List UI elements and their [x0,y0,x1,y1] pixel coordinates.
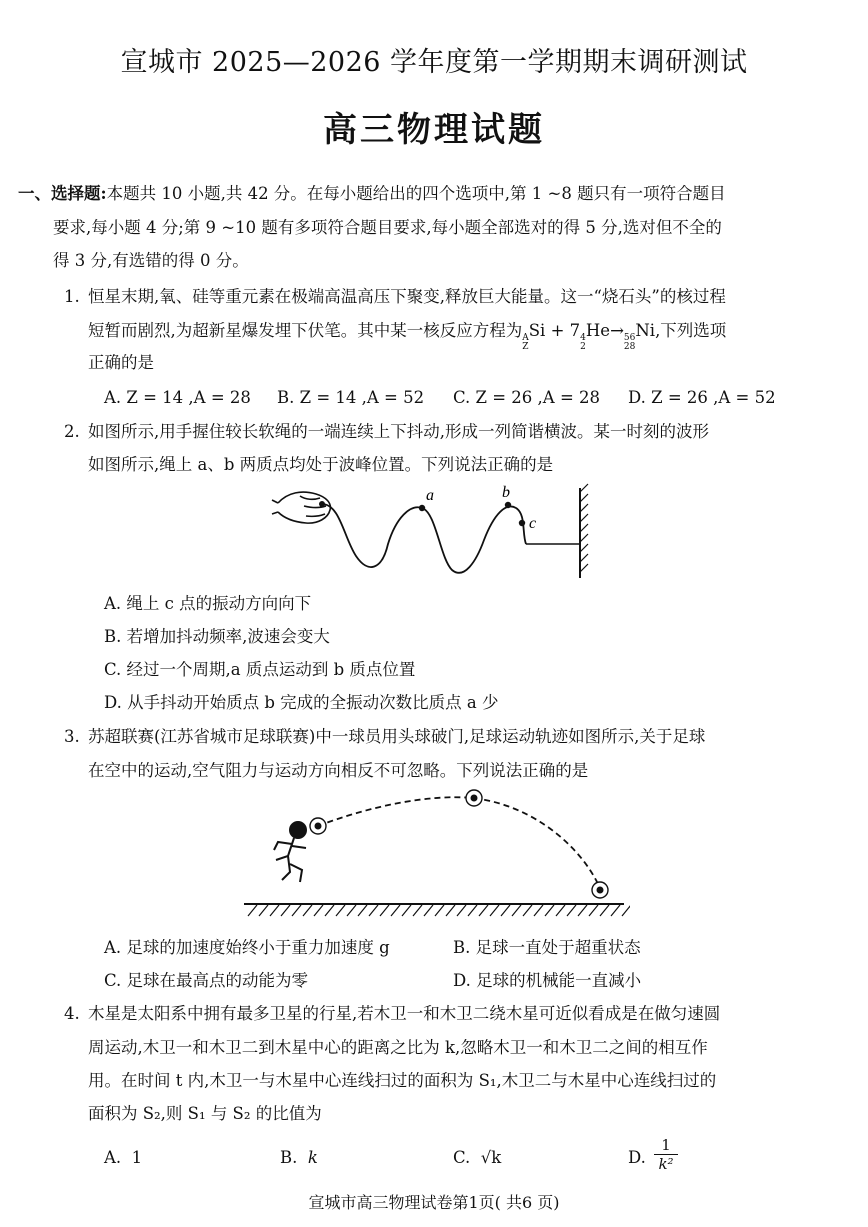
ground-hatch-stroke [358,905,367,916]
q1-option-c[interactable]: C. Z = 26 ,A = 28 [453,388,601,407]
q4-option-c[interactable] [453,1148,501,1168]
q3-option-b[interactable]: B. 足球一直处于超重状态 [453,938,641,957]
ground-hatch-stroke [479,905,488,916]
q4-option-b-label: B. [280,1148,298,1167]
ground-hatch-stroke [600,905,609,916]
ground-hatch-stroke [325,905,334,916]
hand-icon [272,492,330,523]
q4-option-a-label: A. [104,1148,122,1167]
point-a-dot [419,505,425,511]
rope-wave [322,504,526,573]
q1-ni-atomic-number: 28 [623,342,636,352]
q1-si-atomic-number: Z [522,342,529,352]
q1-ni-nuclide-indices [624,334,635,352]
q1-line2 [88,321,726,352]
q4-line4: 面积为 S₂,则 S₁ 与 S₂ 的比值为 [88,1104,322,1123]
q4-option-c-value: √k [480,1148,502,1167]
ball-trajectory [318,797,600,888]
ground-hatch-stroke [402,905,411,916]
q1-he-mass-number: 4 [580,333,586,343]
q3-line2: 在空中的运动,空气阻力与运动方向相反不可忽略。下列说法正确的是 [88,761,589,780]
ground-hatch-stroke [512,905,521,916]
ground-hatch-stroke [413,905,422,916]
ground-hatch-stroke [435,905,444,916]
q1-option-d[interactable]: D. Z = 26 ,A = 52 [628,388,776,407]
q1-line3: 正确的是 [88,353,154,372]
ground-hatch-stroke [292,905,301,916]
q1-ni-symbol: Ni [635,321,656,340]
q3-option-c[interactable]: C. 足球在最高点的动能为零 [104,971,309,990]
ground-hatch-stroke [622,905,630,916]
ground-hatch-stroke [369,905,378,916]
q1-si-mass-number: A [522,333,529,343]
q4-option-d-label: D. [628,1148,646,1167]
subject-title: 高三物理试题 [323,110,545,150]
ground-hatch-stroke [468,905,477,916]
q4-option-d[interactable] [628,1148,646,1168]
ground-hatch-stroke [336,905,345,916]
exam-title: 宣城市 2025—2026 学年度第一学期期末调研测试 [120,47,748,78]
q1-line1: 恒星末期,氧、硅等重元素在极端高温高压下聚变,释放巨大能量。这一“烧石头”的核过程 [88,287,726,306]
q3-line1: 苏超联赛(江苏省城市足球联赛)中一球员用头球破门,足球运动轨迹如图所示,关于足球 [88,727,706,746]
q4-line1: 木星是太阳系中拥有最多卫星的行星,若木卫一和木卫二绕木星可近似看成是在做匀速圆 [88,1004,721,1023]
ground-hatch-stroke [490,905,499,916]
q1-si-symbol: Si [528,321,546,340]
ground-hatch-stroke [534,905,543,916]
football-apex-icon [466,790,482,806]
football-landing-icon [592,882,608,898]
q4-line2: 周运动,木卫一和木卫二到木星中心的距离之比为 k,忽略木卫一和木卫二之间的相互作 [88,1038,708,1057]
section-heading: 一、选择题: [18,184,107,203]
q1-he-atomic-number: 2 [580,342,586,352]
section-text-1: 本题共 10 小题,共 42 分。在每小题给出的四个选项中,第 1 ~8 题只有一项符合题目 [106,184,726,203]
q4-option-d-numerator: 1 [654,1136,678,1155]
q3-option-d[interactable]: D. 足球的机械能一直减小 [453,971,642,990]
q1-line2-post: ,下列选项 [655,321,727,340]
football-icon [310,818,326,834]
ground-hatch-stroke [424,905,433,916]
q4-option-a-value: 1 [131,1148,143,1167]
player-figure [274,822,306,882]
q4-option-c-label: C. [453,1148,471,1167]
q4-option-b[interactable] [280,1148,318,1168]
ground-hatch-stroke [523,905,532,916]
q1-ni-mass-number: 56 [623,333,636,343]
ground-hatch-stroke [567,905,576,916]
q4-option-d-fraction [654,1136,678,1173]
ground-hatch-stroke [457,905,466,916]
ground-hatch-stroke [446,905,455,916]
q2-wave-figure [270,478,600,588]
point-c-label: c [529,515,537,532]
q1-plus-seven: + 7 [550,321,581,340]
ground-hatch-stroke [314,905,323,916]
point-b-dot [505,502,511,508]
q4-number: 4. [64,1004,80,1023]
q1-line2-pre: 短暂而剧烈,为超新星爆发埋下伏笔。其中某一核反应方程为 [88,321,523,340]
point-a-label: a [426,487,434,504]
wall-hatching [580,484,588,572]
q2-option-c[interactable]: C. 经过一个周期,a 质点运动到 b 质点位置 [104,660,416,679]
q1-option-a[interactable]: A. Z = 14 ,A = 28 [104,388,251,407]
section-instructions-line1 [18,184,726,204]
point-c-dot [519,520,525,526]
q4-option-a[interactable] [104,1148,142,1168]
ground-hatch-stroke [391,905,400,916]
ground-hatch-stroke [259,905,268,916]
ground-hatch-stroke [578,905,587,916]
ground-hatch-stroke [556,905,565,916]
ground-hatch-stroke [281,905,290,916]
q2-option-d[interactable]: D. 从手抖动开始质点 b 完成的全振动次数比质点 a 少 [104,693,499,712]
q2-number: 2. [64,422,80,441]
ground-hatch-stroke [248,905,257,916]
ground-hatch-stroke [270,905,279,916]
ground-hatch-stroke [611,905,620,916]
q4-option-d-denominator: k² [658,1155,674,1173]
q3-number: 3. [64,727,80,746]
page-footer: 宣城市高三物理试卷第1页( 共6 页) [308,1193,560,1212]
q3-option-a[interactable]: A. 足球的加速度始终小于重力加速度 g [104,938,390,957]
point-b-label: b [502,484,510,501]
ground-hatch-stroke [545,905,554,916]
section-instructions-line3: 得 3 分,有选错的得 0 分。 [53,251,249,270]
q3-football-figure [240,784,630,924]
q1-arrow: → [610,321,624,340]
q1-he-symbol: He [585,321,611,340]
section-instructions-line2: 要求,每小题 4 分;第 9 ~10 题有多项符合题目要求,每小题全部选对的得 5 分,选对但不全的 [53,218,722,237]
q2-line1: 如图所示,用手握住较长软绳的一端连续上下抖动,形成一列简谐横波。某一时刻的波形 [88,422,709,441]
ground-hatch-stroke [303,905,312,916]
q1-option-b[interactable]: B. Z = 14 ,A = 52 [277,388,425,407]
ground-hatch-stroke [380,905,389,916]
q2-option-a[interactable]: A. 绳上 c 点的振动方向向下 [104,594,312,613]
q2-option-b[interactable]: B. 若增加抖动频率,波速会变大 [104,627,330,646]
q1-number: 1. [64,287,80,306]
q4-option-b-value: k [307,1148,318,1167]
ground-hatch-stroke [589,905,598,916]
ground-hatch-stroke [501,905,510,916]
ground-hatch-stroke [347,905,356,916]
q2-line2: 如图所示,绳上 a、b 两质点均处于波峰位置。下列说法正确的是 [88,455,554,474]
q4-line3: 用。在时间 t 内,木卫一与木星中心连线扫过的面积为 S₁,木卫二与木星中心连线扫过的 [88,1071,717,1090]
ground-hatching [248,905,630,916]
